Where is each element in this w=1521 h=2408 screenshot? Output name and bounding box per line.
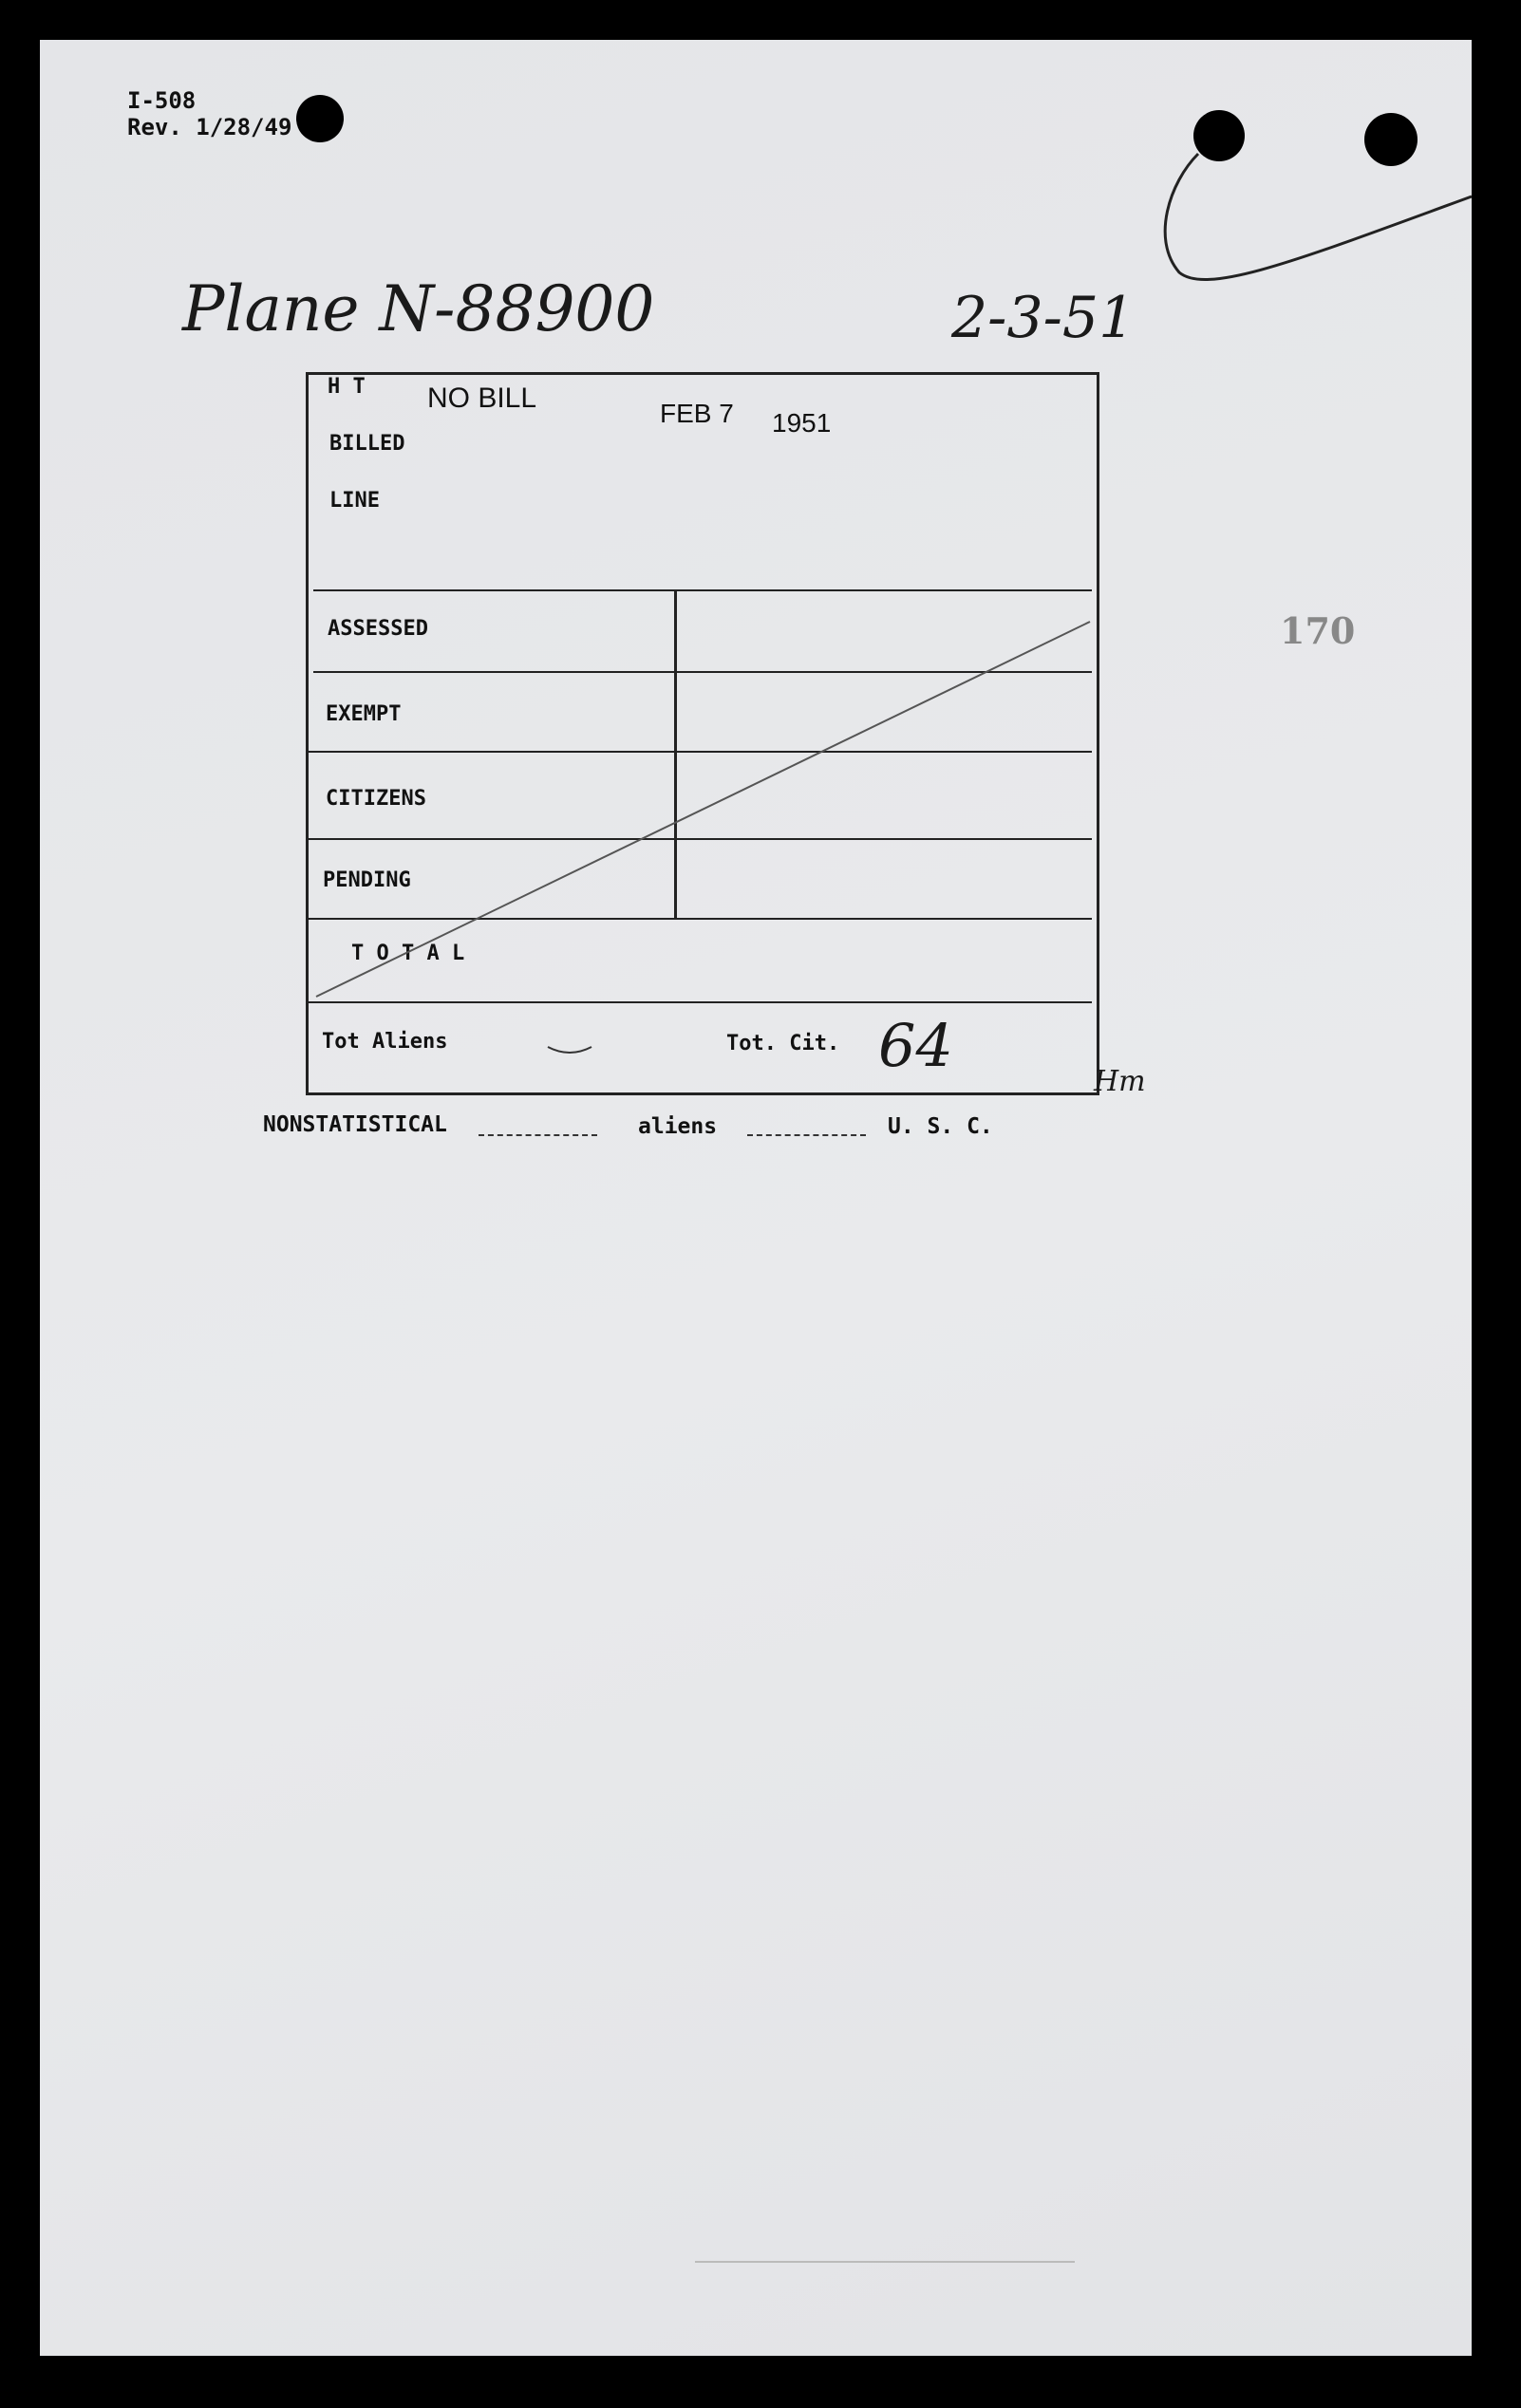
billing-form-box xyxy=(306,372,1099,1095)
ht-label: H T xyxy=(328,375,366,399)
no-bill-stamp: NO BILL xyxy=(427,383,537,414)
revision-date: Rev. 1/28/49 xyxy=(127,114,292,140)
line-label: LINE xyxy=(329,489,380,513)
billed-label: BILLED xyxy=(329,432,405,456)
row-label-citizens: CITIZENS xyxy=(326,787,426,811)
row-label-assessed: ASSESSED xyxy=(328,617,428,641)
handwritten-date: 2-3-51 xyxy=(951,285,1136,351)
diagonal-strike-line xyxy=(309,375,1102,1098)
stamp-date-month-day: FEB 7 xyxy=(660,399,734,428)
form-number: I-508 xyxy=(127,87,197,114)
tot-cit-label: Tot. Cit. xyxy=(726,1032,840,1055)
handwritten-total-citizens: 64 xyxy=(878,1011,953,1080)
total-label: T O T A L xyxy=(351,942,465,965)
usc-label: U. S. C. xyxy=(888,1114,993,1139)
aliens-label: aliens xyxy=(638,1114,718,1139)
punch-hole-left xyxy=(296,95,344,142)
stamp-date-year: 1951 xyxy=(772,408,832,438)
handwritten-initials: Hm xyxy=(1094,1065,1146,1098)
row-label-pending: PENDING xyxy=(323,868,411,892)
handwritten-plane-number: Plane N-88900 xyxy=(182,272,655,345)
stamped-number: 170 xyxy=(1280,609,1356,652)
nonstatistical-blank-1 xyxy=(479,1134,597,1136)
document-page xyxy=(40,40,1472,2356)
handwritten-curve xyxy=(1151,144,1474,334)
nonstatistical-label: NONSTATISTICAL xyxy=(263,1112,447,1137)
nonstatistical-blank-2 xyxy=(747,1134,866,1136)
tot-aliens-label: Tot Aliens xyxy=(322,1030,448,1054)
bottom-faint-rule xyxy=(695,2261,1075,2263)
row-label-exempt: EXEMPT xyxy=(326,702,402,726)
